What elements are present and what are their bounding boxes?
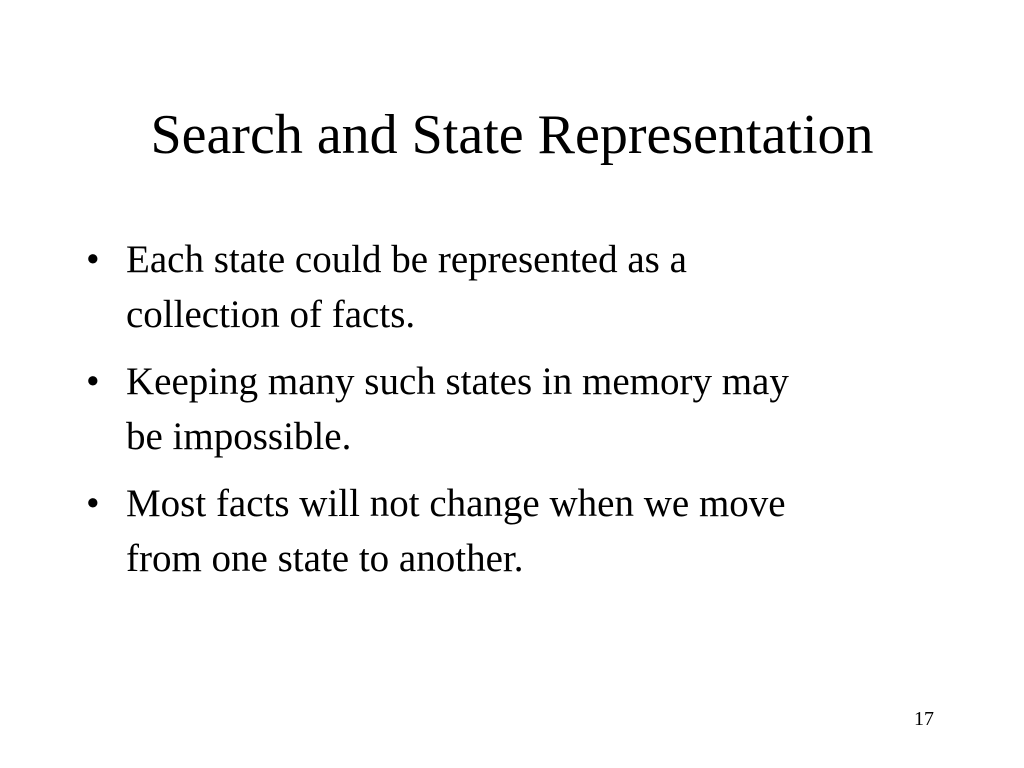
bullet-item — [86, 476, 926, 586]
bullet-list — [86, 232, 926, 598]
bullet-marker: • — [86, 360, 100, 403]
bullet-text-line: from one state to another. — [126, 537, 524, 580]
bullet-marker: • — [86, 238, 100, 281]
slide-title: Search and State Representation — [150, 104, 874, 166]
bullet-text-line: collection of facts. — [126, 293, 416, 336]
bullet-text-line: Most facts will not change when we move — [126, 482, 786, 525]
bullet-text-line: Keeping many such states in memory may — [126, 360, 789, 403]
bullet-item — [86, 354, 926, 464]
bullet-marker: • — [86, 482, 100, 525]
bullet-text-line: Each state could be represented as a — [126, 238, 687, 281]
slide-number: 17 — [914, 708, 934, 730]
bullet-item — [86, 232, 926, 342]
bullet-text-line: be impossible. — [126, 415, 352, 458]
